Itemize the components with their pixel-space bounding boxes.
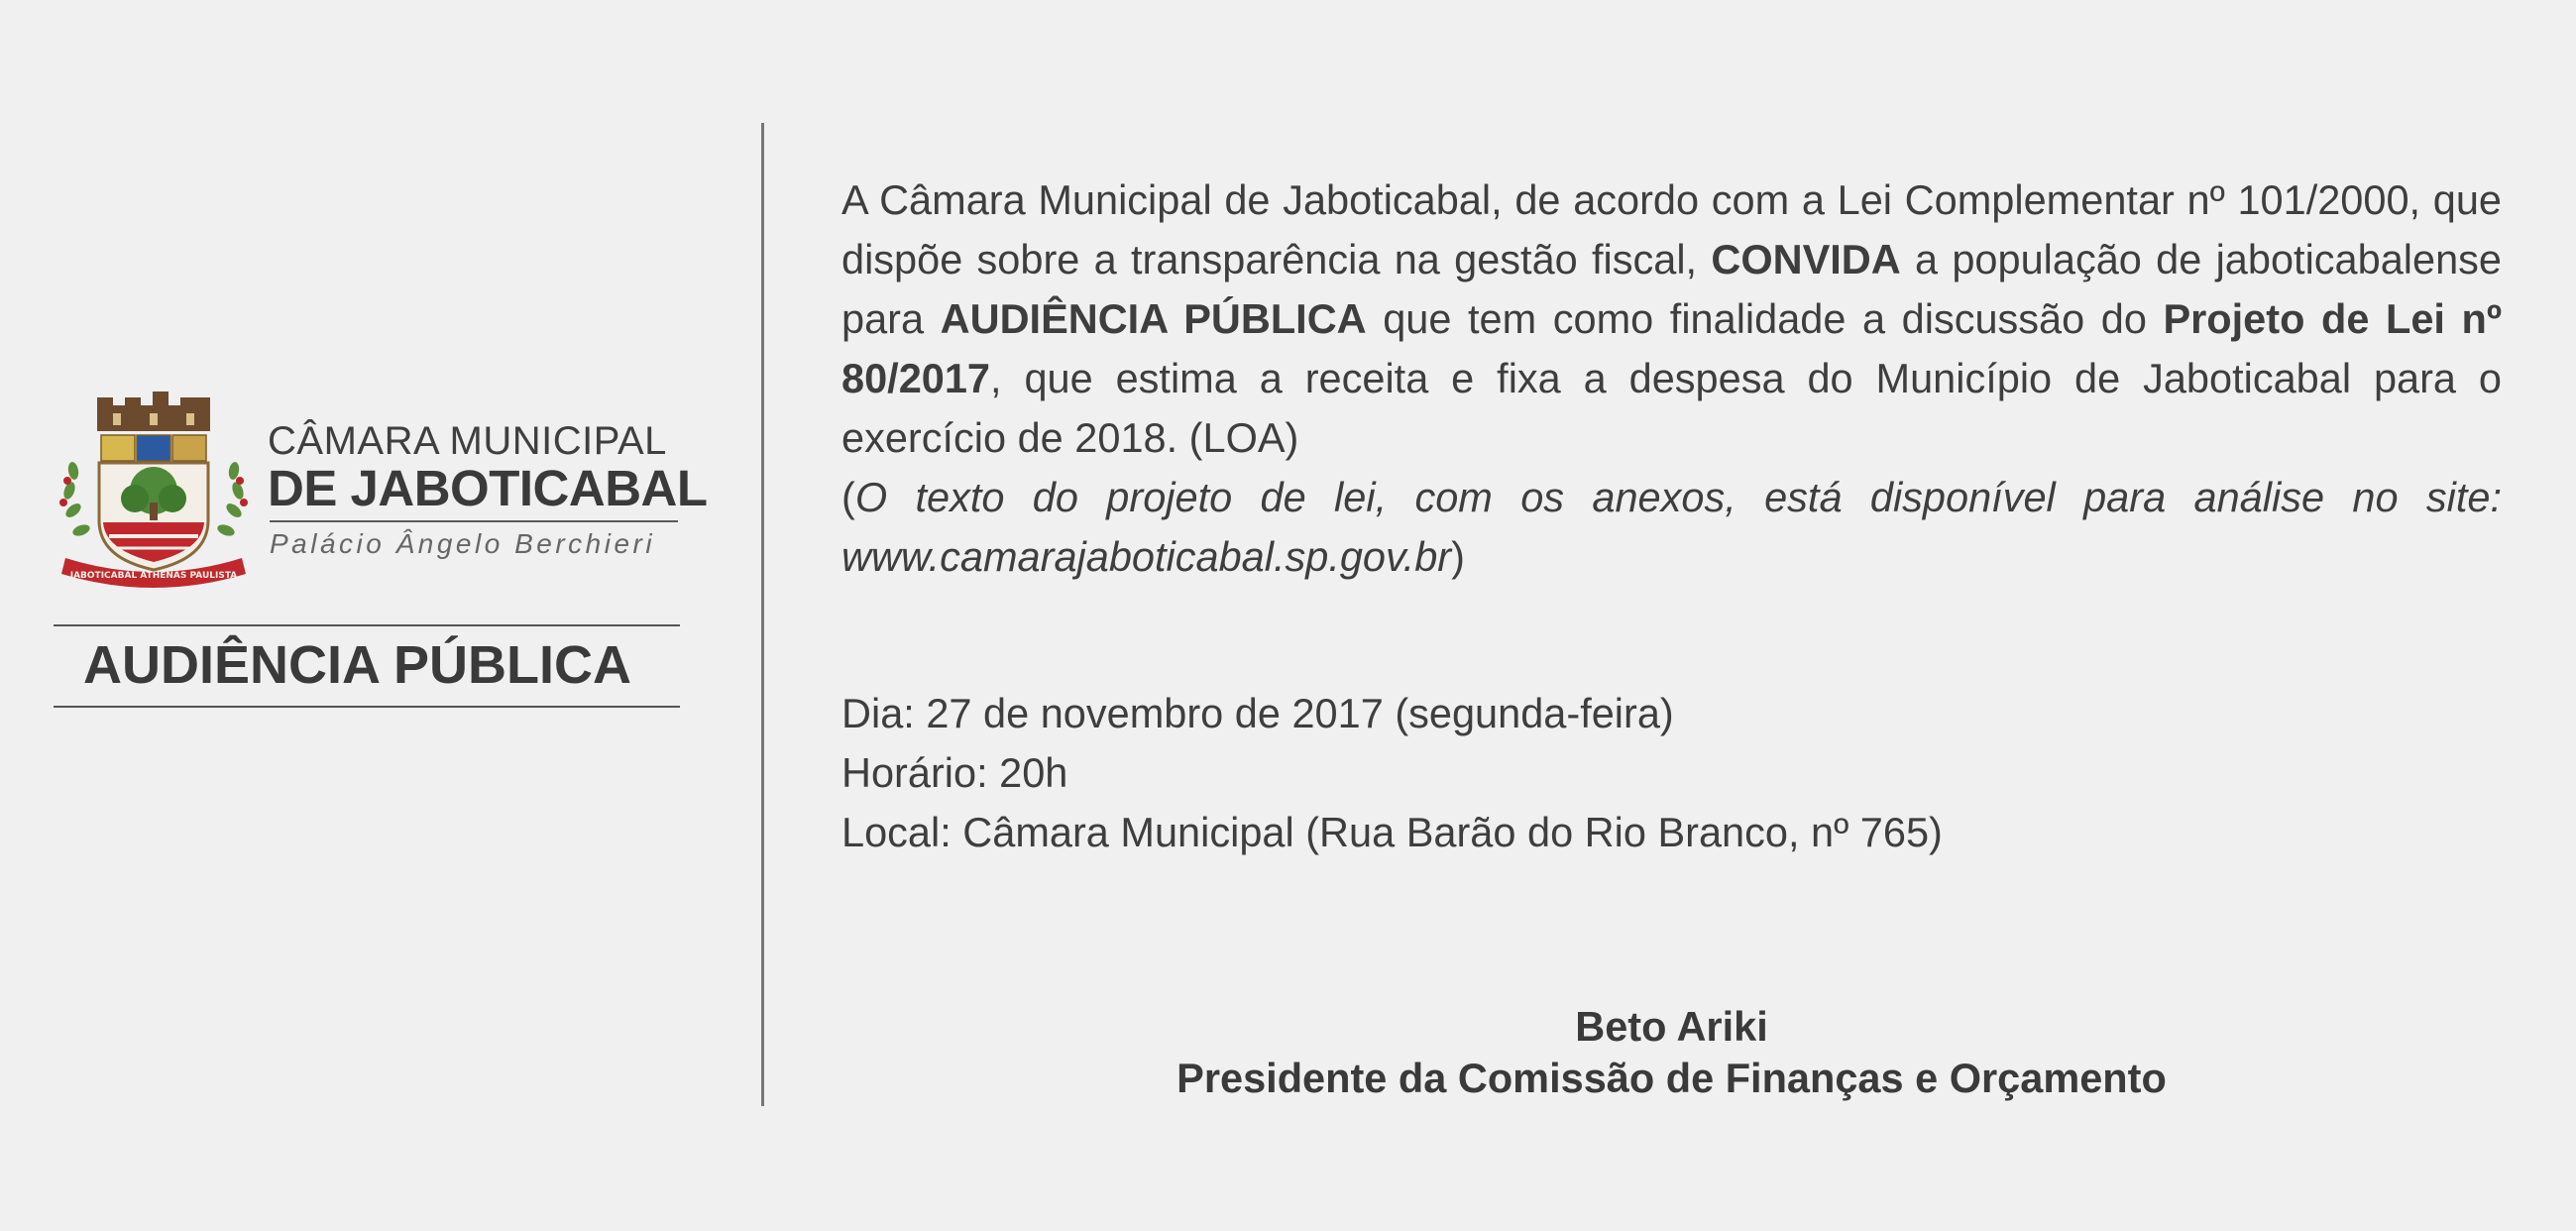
body-text-1: A Câmara Municipal de Jaboticabal, de acordo com a Lei Complementar nº 101/2000, que dispõe sobre a transparência na gestão fiscal, — [841, 176, 2502, 282]
org-name-rule — [270, 520, 678, 522]
title-rule-bottom — [54, 706, 680, 708]
event-place: Local: Câmara Municipal (Rua Barão do Rio Branco, nº 765) — [841, 809, 1943, 855]
signatory-role: Presidente da Comissão de Finanças e Orçamento — [1176, 1055, 2167, 1101]
audiencia-emphasis: AUDIÊNCIA PÚBLICA — [940, 295, 1367, 342]
logo-block — [52, 392, 708, 590]
body-text-3: que tem como finalidade a discussão do — [1366, 295, 2164, 342]
note-open-paren: ( — [841, 474, 855, 520]
note-text: O texto do projeto de lei, com os anexos, está disponível para análise no site: www.camarajaboticabal.sp.gov.br — [841, 474, 2502, 580]
left-panel — [0, 0, 763, 1231]
seal-motto: JABOTICABAL ATHENAS PAULISTA — [69, 571, 238, 581]
coat-of-arms-icon — [52, 392, 256, 590]
title-rule-top — [54, 624, 680, 626]
org-subtitle: Palácio Ângelo Berchieri — [270, 528, 656, 559]
event-time: Horário: 20h — [841, 749, 1068, 796]
note-close-paren: ) — [1451, 533, 1465, 580]
availability-note — [841, 468, 2502, 587]
body-text-4: , que estima a receita e fixa a despesa do Município de Jaboticabal para o exercício de 2018. (LOA) — [841, 355, 2502, 461]
convida-emphasis: CONVIDA — [1711, 236, 1901, 282]
vertical-divider — [761, 123, 764, 1106]
invitation-body — [841, 170, 2502, 587]
invitation-paragraph — [841, 170, 2502, 468]
org-name-line2: DE JABOTICABAL — [268, 460, 708, 516]
section-title: AUDIÊNCIA PÚBLICA — [83, 635, 631, 695]
event-day: Dia: 27 de novembro de 2017 (segunda-feira) — [841, 690, 1674, 736]
body-text-2: a população de jaboticabalense para — [841, 236, 2502, 342]
org-name-line1: CÂMARA MUNICIPAL — [268, 419, 667, 463]
event-details — [841, 684, 2502, 862]
signatory-name: Beto Ariki — [1575, 1003, 1768, 1050]
projeto-emphasis: Projeto de Lei nº 80/2017 — [841, 295, 2502, 401]
signature-block — [841, 1001, 2502, 1104]
